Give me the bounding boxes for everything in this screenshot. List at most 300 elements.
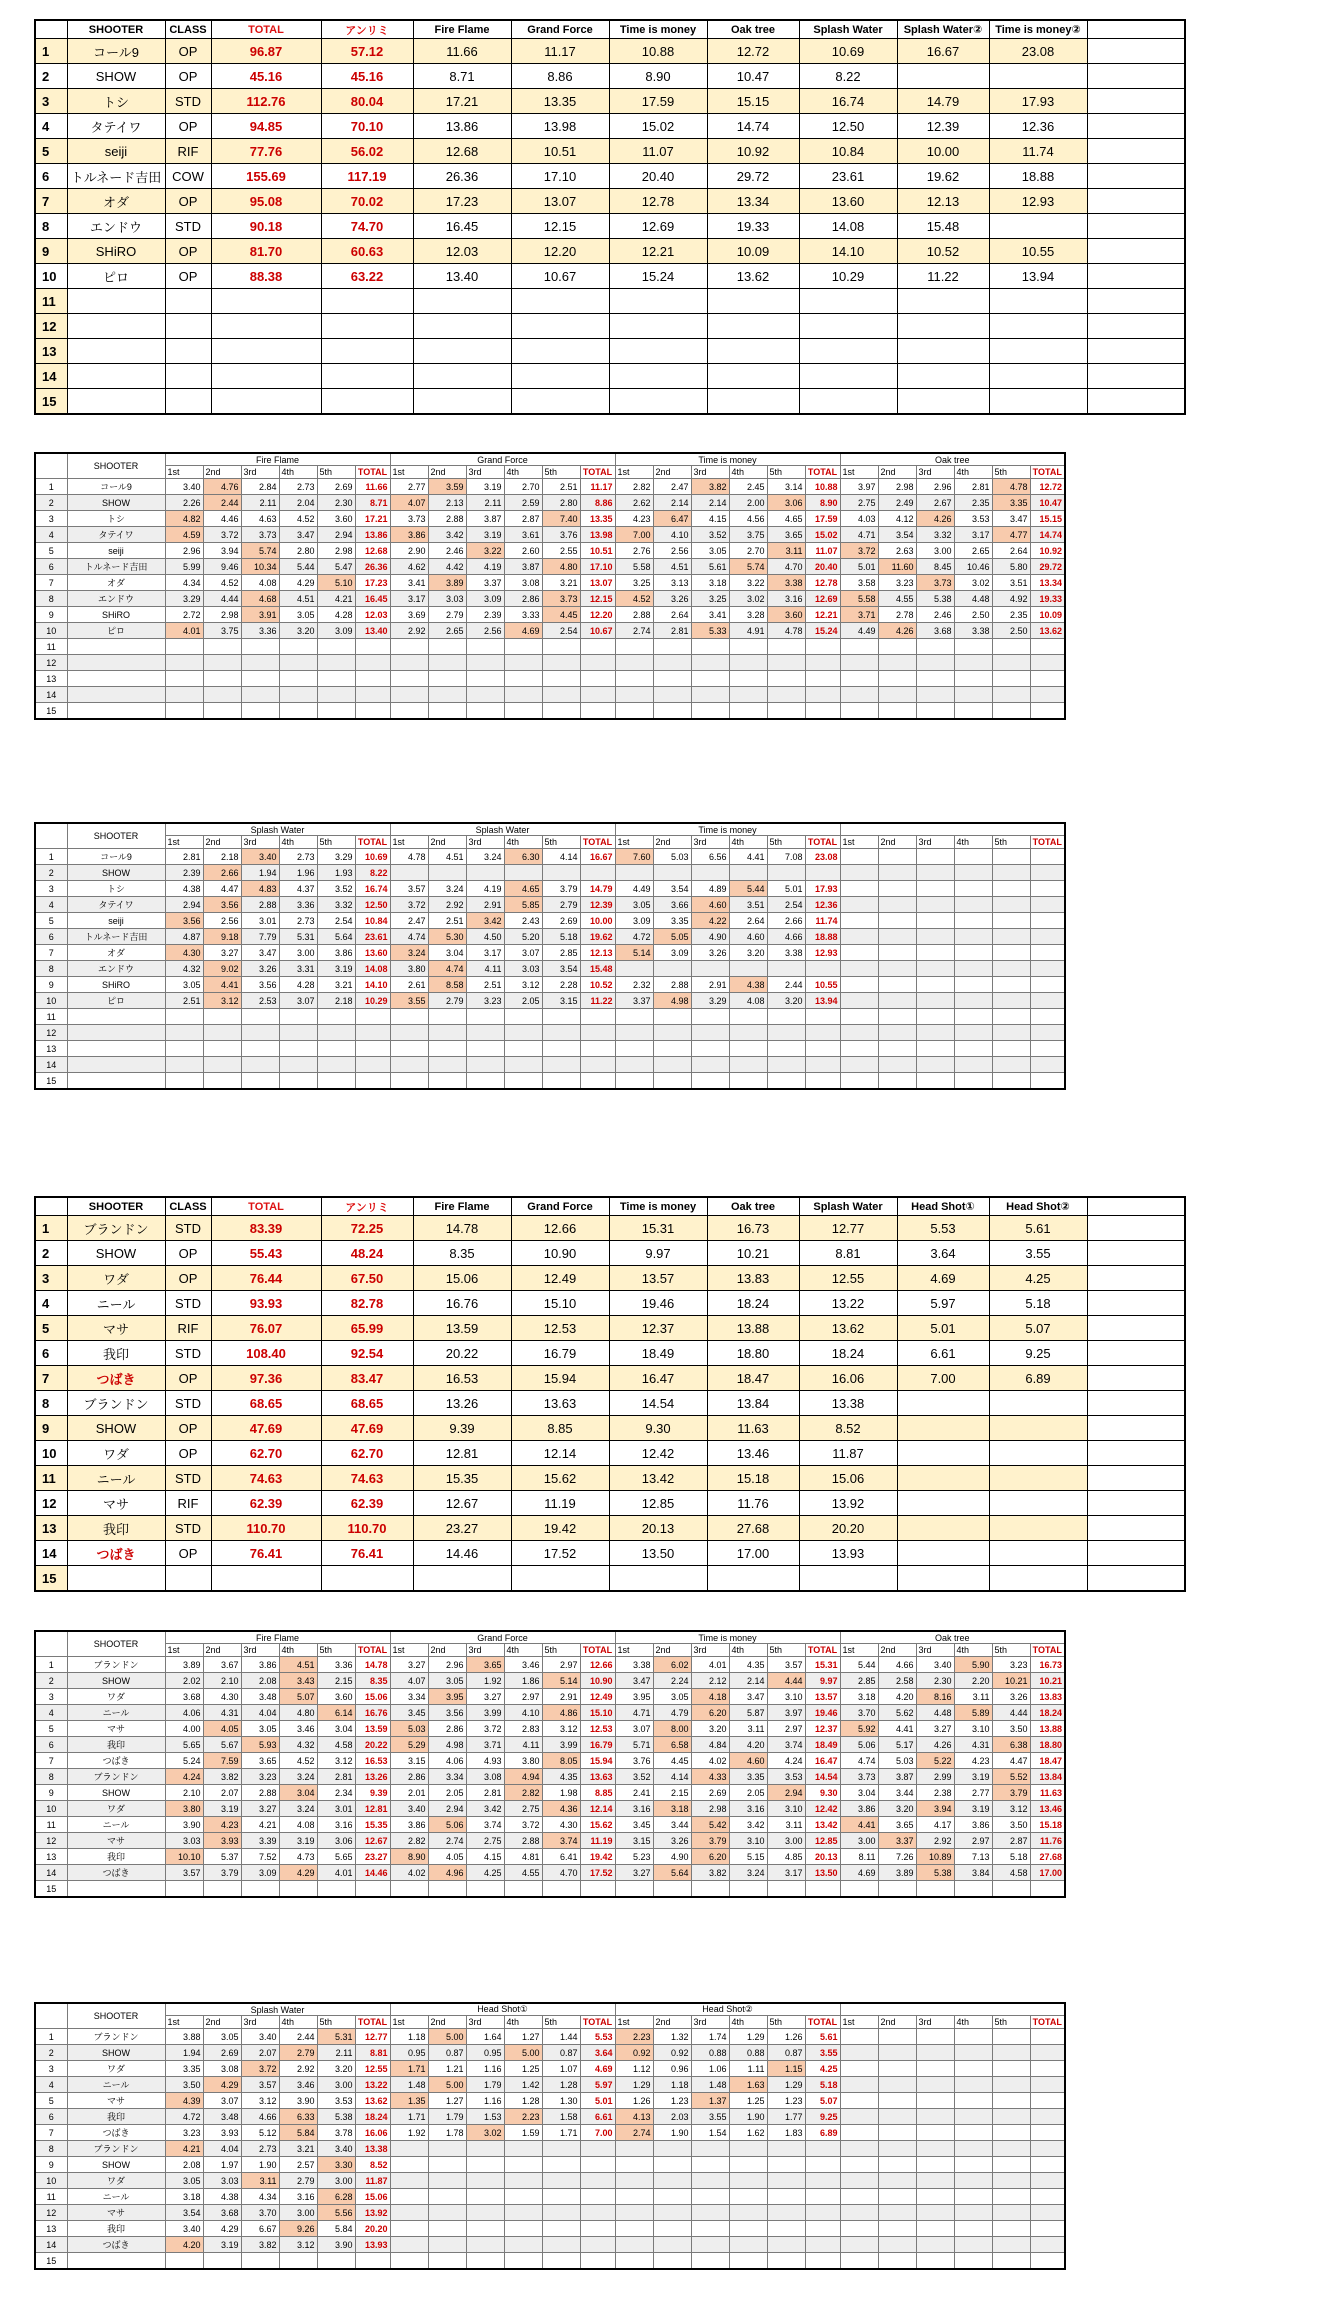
run-time (390, 2173, 428, 2189)
run-time: 3.35 (165, 2061, 203, 2077)
run-label: 1st (165, 466, 203, 479)
stage-total: 13.84 (1030, 1769, 1065, 1785)
run-time (279, 1057, 317, 1073)
run-label: 4th (729, 1644, 767, 1657)
stage-time: 12.49 (511, 1266, 609, 1291)
header-stage: Splash Water (799, 1197, 897, 1216)
run-label: 4th (954, 2016, 992, 2029)
table-row (35, 543, 1065, 559)
run-time: 4.74 (428, 961, 466, 977)
run-time: 3.42 (466, 913, 504, 929)
spare-cell (1087, 214, 1185, 239)
run-time: 5.56 (317, 2205, 355, 2221)
run-time: 2.73 (279, 479, 317, 495)
run-time: 3.00 (317, 2077, 355, 2093)
stage-total (1030, 2253, 1065, 2270)
stage-total (580, 1009, 615, 1025)
shooter-name (67, 389, 165, 415)
stage-time: 12.50 (799, 114, 897, 139)
run-time: 3.12 (317, 1753, 355, 1769)
table-row (35, 1737, 1065, 1753)
run-time (916, 671, 954, 687)
run-time: 3.47 (992, 511, 1030, 527)
stage-time: 12.53 (511, 1316, 609, 1341)
shooter-name (67, 339, 165, 364)
run-time (504, 687, 542, 703)
run-time: 3.27 (466, 1689, 504, 1705)
stage-time: 10.88 (609, 39, 707, 64)
run-time: 3.56 (428, 1705, 466, 1721)
run-time: 3.36 (317, 1657, 355, 1673)
stage-total: 10.21 (1030, 1673, 1065, 1689)
table-row (35, 2221, 1065, 2237)
table-row (35, 114, 1185, 139)
stage-time (413, 364, 511, 389)
stage-time (989, 1541, 1087, 1566)
table-row (35, 961, 1065, 977)
stage-total: 11.74 (805, 913, 840, 929)
total-time (211, 339, 321, 364)
run-time (992, 2189, 1030, 2205)
run-time (653, 1881, 691, 1898)
table-row (35, 1881, 1065, 1898)
run-time: 4.49 (615, 881, 653, 897)
run-time: 3.54 (165, 2205, 203, 2221)
run-time (615, 2253, 653, 2270)
run-time: 2.44 (203, 495, 241, 511)
header-class: CLASS (165, 1197, 211, 1216)
stage-total: 10.88 (805, 479, 840, 495)
stage-time: 13.50 (609, 1541, 707, 1566)
stage-total: 17.10 (580, 559, 615, 575)
run-label: 1st (840, 466, 878, 479)
run-time: 2.14 (729, 1673, 767, 1689)
spare-cell (1087, 89, 1185, 114)
run-time: 8.11 (840, 1849, 878, 1865)
row-number: 9 (35, 1785, 67, 1801)
shooter-name: コール9 (67, 479, 165, 495)
run-time (615, 703, 653, 720)
run-time: 3.03 (504, 961, 542, 977)
stage-time (897, 1391, 989, 1416)
run-label: 4th (729, 836, 767, 849)
stage-time: 5.53 (897, 1216, 989, 1241)
run-time: 1.18 (653, 2077, 691, 2093)
run-time: 1.11 (729, 2061, 767, 2077)
run-time (840, 977, 878, 993)
run-time: 3.95 (428, 1689, 466, 1705)
stage-time: 15.31 (609, 1216, 707, 1241)
run-label: 1st (165, 836, 203, 849)
stage-time: 20.22 (413, 1341, 511, 1366)
shooter-name: SHOW (67, 495, 165, 511)
stage-total: 20.40 (805, 559, 840, 575)
run-time: 4.21 (241, 1817, 279, 1833)
row-number: 5 (35, 1721, 67, 1737)
table-row (35, 1817, 1065, 1833)
stage-total: 12.42 (805, 1801, 840, 1817)
table-row (35, 1291, 1185, 1316)
stage-total (805, 2253, 840, 2270)
stage-time: 12.72 (707, 39, 799, 64)
run-time: 2.23 (615, 2029, 653, 2045)
run-time (916, 2045, 954, 2061)
stage-total: 14.54 (805, 1769, 840, 1785)
run-time: 3.82 (241, 2237, 279, 2253)
anrimi-time: 47.69 (321, 1416, 413, 1441)
run-time: 3.72 (390, 897, 428, 913)
run-time: 3.36 (241, 623, 279, 639)
run-time: 2.24 (653, 1673, 691, 1689)
run-time: 2.81 (954, 479, 992, 495)
run-time (504, 655, 542, 671)
run-time: 2.11 (241, 495, 279, 511)
stage-total: 13.63 (580, 1769, 615, 1785)
row-number: 12 (35, 655, 67, 671)
run-time (691, 703, 729, 720)
run-time (615, 2173, 653, 2189)
stage-total: 19.46 (805, 1705, 840, 1721)
table-row (35, 239, 1185, 264)
run-time (165, 1009, 203, 1025)
run-time (241, 1881, 279, 1898)
run-label: 1st (165, 2016, 203, 2029)
row-number: 3 (35, 881, 67, 897)
run-label: 3rd (241, 836, 279, 849)
run-time: 3.00 (767, 1833, 805, 1849)
run-time (878, 639, 916, 655)
stage-total (1030, 993, 1065, 1009)
run-time (466, 1073, 504, 1090)
stage-total: 17.23 (355, 575, 390, 591)
run-time: 4.29 (203, 2077, 241, 2093)
run-time: 2.75 (466, 1833, 504, 1849)
stage-total: 20.13 (805, 1849, 840, 1865)
shooter-name (67, 2253, 165, 2270)
run-time: 4.72 (615, 929, 653, 945)
run-time (241, 2253, 279, 2270)
shooter-name: トルネード吉田 (67, 164, 165, 189)
stage-total: 13.34 (1030, 575, 1065, 591)
run-time: 2.15 (317, 1673, 355, 1689)
stage-total: 12.37 (805, 1721, 840, 1737)
run-time: 4.20 (729, 1737, 767, 1753)
stage-total: 18.24 (355, 2109, 390, 2125)
shooter-name: SHiRO (67, 607, 165, 623)
total-label: TOTAL (805, 1644, 840, 1657)
stage-total (805, 2141, 840, 2157)
run-time: 3.12 (542, 1721, 580, 1737)
run-time: 4.02 (691, 1753, 729, 1769)
stage-time: 11.74 (989, 139, 1087, 164)
run-time: 4.06 (428, 1753, 466, 1769)
run-time: 4.83 (241, 881, 279, 897)
run-label: 5th (767, 1644, 805, 1657)
run-time (504, 2173, 542, 2189)
stage-total: 15.15 (1030, 511, 1065, 527)
table-row (35, 1657, 1065, 1673)
run-time (317, 1041, 355, 1057)
run-time: 3.03 (203, 2173, 241, 2189)
stage-time: 10.69 (799, 39, 897, 64)
run-time: 3.52 (691, 527, 729, 543)
stage-total: 12.39 (580, 897, 615, 913)
run-time: 3.91 (241, 607, 279, 623)
run-time: 4.70 (542, 1865, 580, 1881)
run-time: 3.73 (840, 1769, 878, 1785)
run-time: 4.34 (241, 2189, 279, 2205)
run-time: 3.53 (317, 2093, 355, 2109)
run-label: 1st (390, 466, 428, 479)
anrimi-time (321, 339, 413, 364)
run-time (878, 2253, 916, 2270)
run-time (428, 1009, 466, 1025)
run-time: 8.00 (653, 1721, 691, 1737)
stage-time: 8.52 (799, 1416, 897, 1441)
header-row (35, 1197, 1185, 1216)
stage-title: Grand Force (390, 453, 615, 466)
run-time: 5.44 (729, 881, 767, 897)
stage-total: 18.49 (805, 1737, 840, 1753)
run-time: 5.62 (878, 1705, 916, 1721)
run-time: 2.75 (504, 1801, 542, 1817)
stage-time (897, 314, 989, 339)
stage-total: 5.07 (805, 2093, 840, 2109)
stage-time: 13.42 (609, 1466, 707, 1491)
run-time (954, 865, 992, 881)
run-time: 2.94 (165, 897, 203, 913)
run-time: 3.72 (840, 543, 878, 559)
run-time (954, 881, 992, 897)
run-time (653, 639, 691, 655)
run-time (691, 2173, 729, 2189)
run-time: 1.27 (504, 2029, 542, 2045)
total-label: TOTAL (805, 466, 840, 479)
run-time (992, 655, 1030, 671)
run-time (992, 639, 1030, 655)
spare-cell (1087, 314, 1185, 339)
run-time (317, 1073, 355, 1090)
run-time (428, 671, 466, 687)
run-time (916, 2141, 954, 2157)
run-time: 4.31 (203, 1705, 241, 1721)
total-time: 76.07 (211, 1316, 321, 1341)
run-time (203, 671, 241, 687)
run-time (203, 655, 241, 671)
run-time: 3.45 (390, 1705, 428, 1721)
row-number: 8 (35, 961, 67, 977)
run-time: 4.98 (428, 1737, 466, 1753)
run-time: 3.41 (691, 607, 729, 623)
run-time (916, 2205, 954, 2221)
shooter-class: OP (165, 1541, 211, 1566)
shooter-name: オダ (67, 945, 165, 961)
run-time: 3.95 (615, 1689, 653, 1705)
run-time: 3.38 (767, 945, 805, 961)
run-time: 2.77 (954, 1785, 992, 1801)
run-time: 0.95 (390, 2045, 428, 2061)
total-time: 110.70 (211, 1516, 321, 1541)
run-time: 3.07 (203, 2093, 241, 2109)
run-time: 10.89 (916, 1849, 954, 1865)
run-time: 2.88 (241, 1785, 279, 1801)
total-time: 83.39 (211, 1216, 321, 1241)
stage-total (805, 1041, 840, 1057)
stage-total: 8.85 (580, 1785, 615, 1801)
stage-header-row (35, 823, 1065, 836)
stage-time: 18.47 (707, 1366, 799, 1391)
stage-time (707, 1566, 799, 1592)
run-time: 3.47 (241, 945, 279, 961)
run-time (992, 2157, 1030, 2173)
run-time: 5.30 (428, 929, 466, 945)
run-time (916, 2237, 954, 2253)
row-number: 3 (35, 1689, 67, 1705)
spare-cell (1087, 1416, 1185, 1441)
table-row (35, 1073, 1065, 1090)
run-time (767, 2237, 805, 2253)
total-time: 81.70 (211, 239, 321, 264)
anrimi-time: 72.25 (321, 1216, 413, 1241)
row-number: 6 (35, 2109, 67, 2125)
anrimi-time: 80.04 (321, 89, 413, 114)
run-time: 4.29 (279, 1865, 317, 1881)
run-label: 4th (504, 1644, 542, 1657)
run-time (992, 671, 1030, 687)
header-shooter: SHOOTER (67, 823, 165, 849)
run-time: 4.38 (165, 881, 203, 897)
run-time (542, 655, 580, 671)
run-time: 4.20 (878, 1689, 916, 1705)
run-time (279, 2253, 317, 2270)
run-time (504, 2205, 542, 2221)
table-row (35, 527, 1065, 543)
stage-total (805, 703, 840, 720)
run-time: 2.05 (729, 1785, 767, 1801)
stage-time: 17.23 (413, 189, 511, 214)
run-time: 3.68 (165, 1689, 203, 1705)
header-no (35, 1631, 67, 1657)
run-time (653, 2237, 691, 2253)
stage-total: 10.51 (580, 543, 615, 559)
shooter-name: つばき (67, 1865, 165, 1881)
run-time: 3.27 (390, 1657, 428, 1673)
shooter-name: つばき (67, 1753, 165, 1769)
run-time: 2.28 (542, 977, 580, 993)
run-time (317, 1009, 355, 1025)
stage-total: 15.10 (580, 1705, 615, 1721)
run-label: 2nd (878, 1644, 916, 1657)
stage-time: 10.00 (897, 139, 989, 164)
run-time: 3.23 (878, 575, 916, 591)
run-time: 4.14 (653, 1769, 691, 1785)
run-time: 4.63 (241, 511, 279, 527)
run-time (542, 2189, 580, 2205)
header-stage: Head Shot① (897, 1197, 989, 1216)
row-number: 4 (35, 527, 67, 543)
stage-total: 15.35 (355, 1817, 390, 1833)
row-number: 1 (35, 1216, 67, 1241)
run-time: 3.20 (729, 945, 767, 961)
shooter-name: ニール (67, 1705, 165, 1721)
run-time (504, 1025, 542, 1041)
header-stage: Fire Flame (413, 1197, 511, 1216)
run-time (767, 2157, 805, 2173)
run-time: 4.26 (878, 623, 916, 639)
stage-total: 27.68 (1030, 1849, 1065, 1865)
run-time (878, 2045, 916, 2061)
run-time: 4.22 (691, 913, 729, 929)
run-time: 10.46 (954, 559, 992, 575)
run-time (542, 2221, 580, 2237)
stage-title: Head Shot② (615, 2003, 840, 2016)
run-time (729, 2173, 767, 2189)
shooter-name: SHOW (67, 2157, 165, 2173)
run-time: 3.04 (428, 945, 466, 961)
run-time: 3.27 (203, 945, 241, 961)
table-row (35, 2061, 1065, 2077)
run-time (954, 2109, 992, 2125)
stage-time (609, 389, 707, 415)
spare-cell (1087, 1241, 1185, 1266)
row-number: 7 (35, 1753, 67, 1769)
row-number: 13 (35, 1516, 67, 1541)
run-time (916, 2109, 954, 2125)
stage-time: 10.84 (799, 139, 897, 164)
run-time: 3.86 (317, 945, 355, 961)
run-time: 5.58 (615, 559, 653, 575)
run-time: 5.58 (840, 591, 878, 607)
run-time (241, 1041, 279, 1057)
table-row (35, 687, 1065, 703)
run-time (729, 2157, 767, 2173)
run-time: 3.80 (165, 1801, 203, 1817)
run-time: 3.65 (466, 1657, 504, 1673)
stage-time: 14.74 (707, 114, 799, 139)
total-time: 95.08 (211, 189, 321, 214)
run-time (653, 2221, 691, 2237)
run-time (878, 2029, 916, 2045)
run-time: 4.30 (542, 1817, 580, 1833)
spare-cell (1087, 1291, 1185, 1316)
stage-total: 19.62 (580, 929, 615, 945)
run-time: 3.72 (466, 1721, 504, 1737)
run-time: 3.67 (203, 1657, 241, 1673)
stage-total: 16.74 (355, 881, 390, 897)
run-time (992, 929, 1030, 945)
stage-time: 15.35 (413, 1466, 511, 1491)
stage-time: 10.90 (511, 1241, 609, 1266)
total-label: TOTAL (1030, 1644, 1065, 1657)
header-stage: Head Shot② (989, 1197, 1087, 1216)
stage-time: 12.55 (799, 1266, 897, 1291)
run-time (504, 1057, 542, 1073)
run-time (504, 2253, 542, 2270)
run-time: 2.73 (279, 849, 317, 865)
stage-total (1030, 2221, 1065, 2237)
run-time: 1.28 (542, 2077, 580, 2093)
run-time (954, 977, 992, 993)
run-time: 4.81 (504, 1849, 542, 1865)
run-time (241, 1025, 279, 1041)
stage-time: 18.24 (707, 1291, 799, 1316)
run-time: 4.24 (767, 1753, 805, 1769)
run-time: 1.26 (615, 2093, 653, 2109)
run-time (691, 655, 729, 671)
anrimi-time: 45.16 (321, 64, 413, 89)
run-time: 4.90 (691, 929, 729, 945)
stage-time: 3.55 (989, 1241, 1087, 1266)
